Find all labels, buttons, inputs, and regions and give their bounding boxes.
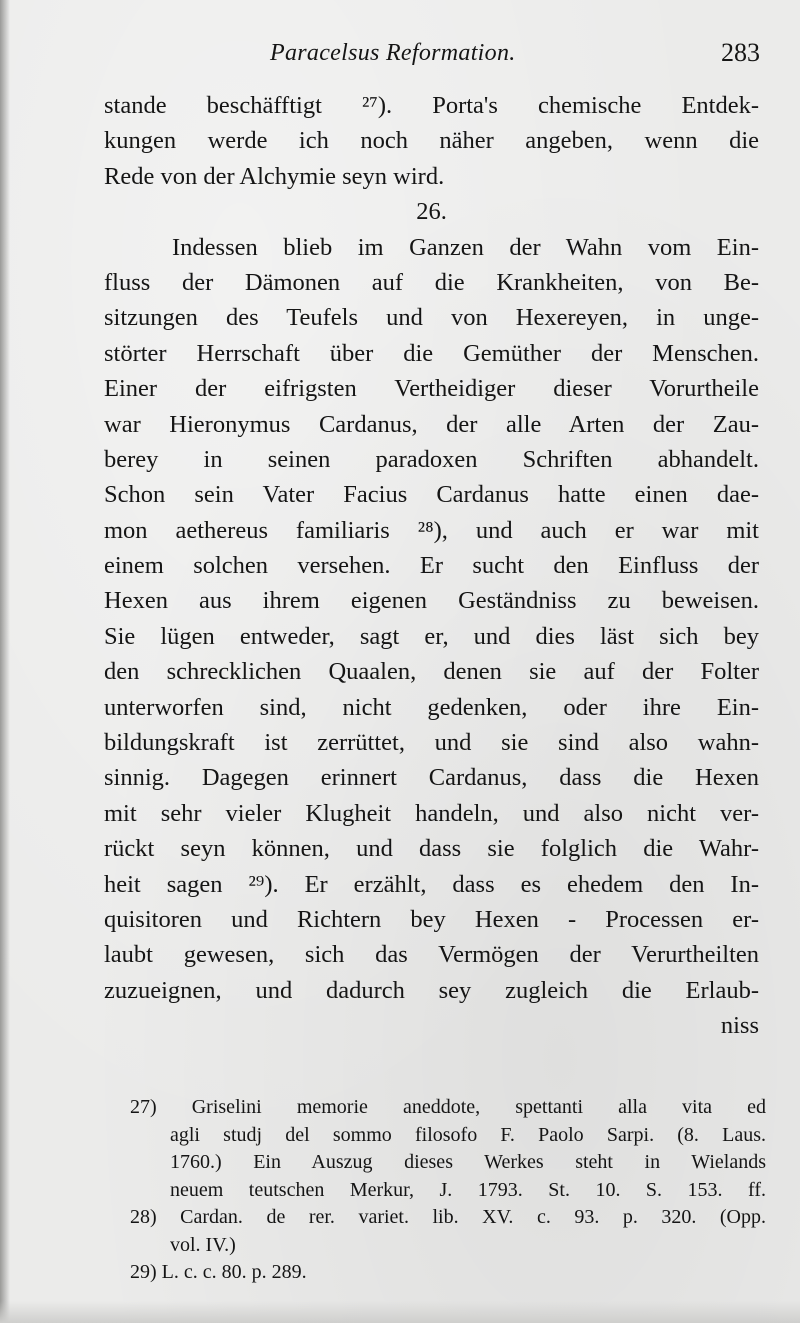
footnote-28-continued: vol. IV.) bbox=[170, 1233, 236, 1256]
footnote-27-continued: 1760.) Ein Auszug dieses Werkes steht in Wielands bbox=[170, 1151, 766, 1173]
text-line: war Hieronymus Cardanus, der alle Arten der Zau- bbox=[104, 410, 759, 438]
footnote-28: 28) Cardan. de rer. variet. lib. XV. c. 93. p. 320. (Opp. bbox=[130, 1206, 766, 1228]
section-number: 26. bbox=[416, 198, 447, 226]
text-line: Hexen aus ihrem eigenen Geständniss zu beweisen. bbox=[104, 587, 759, 615]
footnote-27-continued: neuem teutschen Merkur, J. 1793. St. 10. S. 153. ff. bbox=[170, 1178, 766, 1201]
footnote-27-continued: agli studj del sommo filosofo F. Paolo Sarpi. (8. Laus. bbox=[170, 1123, 766, 1146]
footnotes bbox=[130, 1094, 766, 1287]
text-line: einem solchen versehen. Er sucht den Einfluss der bbox=[104, 552, 759, 580]
text-line: quisitoren und Richtern bey Hexen - Processen er- bbox=[104, 905, 759, 933]
text-line: kungen werde ich noch näher angeben, wenn die bbox=[104, 127, 759, 155]
text-line: berey in seinen paradoxen Schriften abhandelt. bbox=[104, 445, 759, 473]
main-text bbox=[104, 88, 759, 1044]
text-line: den schrecklichen Quaalen, denen sie auf der Folter bbox=[104, 658, 759, 686]
text-line: sitzungen des Teufels und von Hexereyen, in unge- bbox=[104, 304, 759, 332]
page-left-edge-shadow bbox=[0, 0, 10, 1323]
text-line: Indessen blieb im Ganzen der Wahn vom Ein- bbox=[172, 233, 759, 261]
text-line: sinnig. Dagegen erinnert Cardanus, dass die Hexen bbox=[104, 764, 759, 792]
text-line: fluss der Dämonen auf die Krankheiten, von Be- bbox=[104, 268, 759, 296]
text-line: zuzueignen, und dadurch sey zugleich die Erlaub- bbox=[104, 976, 759, 1004]
running-head: Paracelsus Reformation. bbox=[270, 40, 516, 66]
text-line: rückt seyn können, und dass sie folglich die Wahr- bbox=[104, 835, 759, 863]
text-line: mon aethereus familiaris ²⁸), und auch er war mit bbox=[104, 516, 759, 544]
text-line: Einer der eifrigsten Vertheidiger dieser Vorurtheile bbox=[104, 375, 759, 403]
text-line: laubt gewesen, sich das Vermögen der Verurtheilten bbox=[104, 941, 759, 969]
text-line: heit sagen ²⁹). Er erzählt, dass es ehedem den In- bbox=[104, 870, 759, 898]
text-line: bildungskraft ist zerrüttet, und sie sind also wahn- bbox=[104, 729, 759, 757]
page-header bbox=[270, 36, 770, 76]
text-line: Schon sein Vater Facius Cardanus hatte einen dae- bbox=[104, 481, 759, 509]
text-line: Sie lügen entweder, sagt er, und dies läst sich bey bbox=[104, 622, 759, 650]
text-line: mit sehr vieler Klugheit handeln, und also nicht ver- bbox=[104, 799, 759, 827]
text-line: unterworfen sind, nicht gedenken, oder ihre Ein- bbox=[104, 693, 759, 721]
page-number: 283 bbox=[721, 38, 760, 67]
footnote-27: 27) Griselini memorie aneddote, spettanti alla vita ed bbox=[130, 1096, 766, 1118]
text-line: störter Herrschaft über die Gemüther der Menschen. bbox=[104, 339, 759, 367]
footnote-29: 29) L. c. c. 80. p. 289. bbox=[130, 1261, 307, 1283]
page-bottom-edge-shadow bbox=[0, 1301, 800, 1323]
text-line: stande beschäfftigt ²⁷). Porta's chemische Entdek- bbox=[104, 92, 759, 119]
text-line: Rede von der Alchymie seyn wird. bbox=[104, 162, 445, 190]
catchword: niss bbox=[720, 1012, 759, 1040]
